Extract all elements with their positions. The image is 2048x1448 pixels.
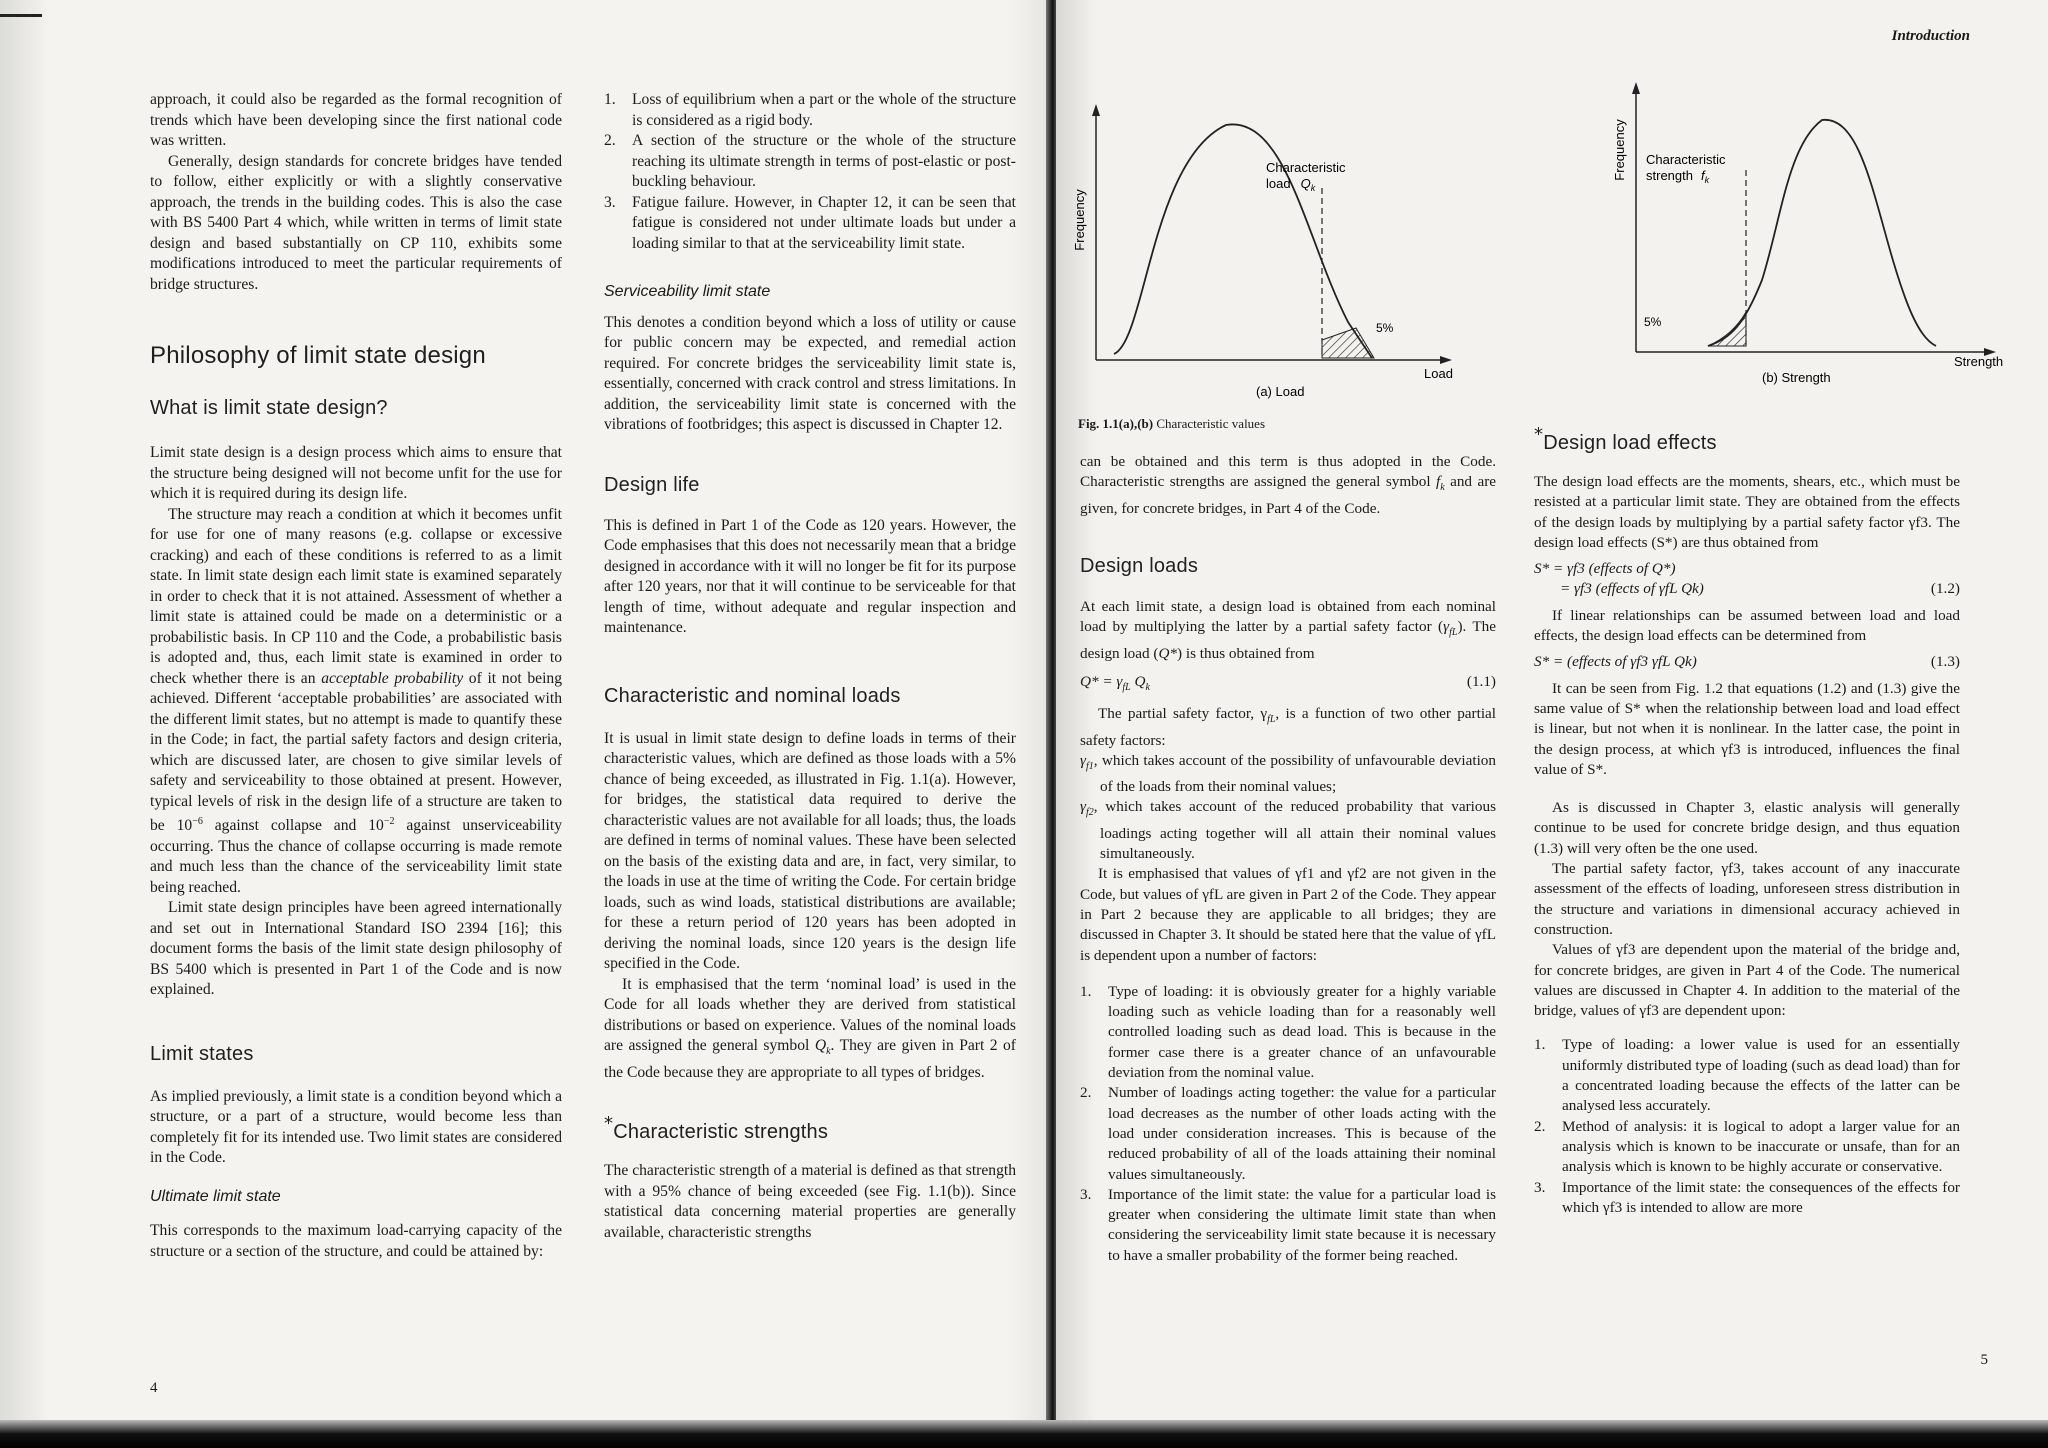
equation-1-2: S* = γf3 (effects of Q*) = γf3 (effects of γfL Qk) (1.2) — [1534, 560, 1960, 598]
x-axis-arrow — [1440, 356, 1452, 364]
page-number: 4 — [150, 1380, 158, 1396]
x-axis-label: Strength — [1954, 354, 2004, 369]
paragraph: can be obtained and this term is thus adopted in the Code. Characteristic strengths are assigned the general symbol $f_k$ and are given, for concrete bridges, in Part 4 of the Code. — [1080, 453, 1496, 517]
section-heading: What is limit state design? — [150, 397, 388, 419]
subsection-heading: Serviceability limit state — [604, 283, 771, 300]
list-item: 2. Method of analysis: it is logical to adopt a larger value for an analysis which is known to be inaccurate or unsafe, than for an analysis which is known to be highly accurate or conservative. — [1534, 1117, 1960, 1176]
paragraph: This denotes a condition beyond which a loss of utility or cause for public concern may be expected, and remedial action required. For concrete bridges the serviceability limit state is, essentially, concerned with crack control and stress limitations. In addition, the serviceability limit state is concerned with the vibrations of footbridges; this aspect is discussed in Chapter 12. — [604, 313, 1016, 433]
percent-label: 5% — [1644, 315, 1662, 329]
tail-hatch — [1708, 312, 1746, 346]
paragraph: It can be seen from Fig. 1.2 that equations (1.2) and (1.3) give the same value of S* when the relationship between load and load effect is linear, but not when it is nonlinear. In the latter case, the point in the design process, at which γf3 is introduced, influences the final value of S*. — [1534, 679, 1960, 778]
y-axis-label: Frequency — [1612, 119, 1627, 181]
asterisk-mark: * — [604, 1113, 614, 1135]
list-item: 3. Fatigue failure. However, in Chapter 12, it can be seen that fatigue is considered not under ultimate loads but under a loading similar to that at the serviceability limit state. — [604, 193, 1016, 252]
list-item: 1. Loss of equilibrium when a part or the whole of the structure is considered as a rigid body. — [604, 91, 1016, 129]
list-item: 2. A section of the structure or the whole of the structure reaching its ultimate strength in terms of post-elastic or post-buckling behaviour. — [604, 132, 1016, 190]
page-number: 5 — [1980, 1352, 1988, 1368]
section-heading: Design loads — [1080, 554, 1199, 577]
paragraph: It is usual in limit state design to define loads in terms of their characteristic values, which are defined as those loads with a 5% chance of being exceeded, as illustrated in Fig. 1.1(a). However, for bridges, the statistical data required to derive the characteristic values are not available for all loads; thus, the loads are defined in terms of nominal values. These have been selected on the basis of the existing data and are, in fact, very similar, to the loads in use at the time of writing the Code. For certain bridge loads, such as wind loads, statistical distributions are available; for these a return period of 120 years has been adopted in deriving the nominal loads, since 120 years is the design life specified in the Code. — [604, 729, 1016, 972]
gamma-f3-factors-list — [1534, 1035, 1960, 1218]
paragraph: As implied previously, a limit state is a condition beyond which a structure, or a part of a structure, would become less than completely fit for its intended use. Two limit states are considered in the Code. — [150, 1087, 562, 1167]
section-heading: *Design load effects — [1534, 424, 1717, 454]
y-axis-arrow — [1092, 104, 1100, 116]
paragraph: The partial safety factor, γf3, takes account of any inaccurate assessment of the effects of loading, unforeseen stress distribution in the structure and variations in dimensional accuracy achieved in construction. — [1534, 860, 1960, 938]
right-page — [1056, 0, 2048, 1420]
paragraph: At each limit state, a design load is obtained from each nominal load by multiplying the latter by a partial safety factor $(\gamma_{fL})$. The design load (Q*) is thus obtained from — [1080, 597, 1496, 662]
list-item: 2. Number of loadings acting together: the value for a particular load decreases as the number of other loads acting with the load under consideration increases. This is because of the reduced probability of all of the loads attaining their nominal values simultaneously. — [1080, 1084, 1496, 1183]
x-axis-label: Load — [1424, 366, 1453, 381]
section-heading: Philosophy of limit state design — [150, 342, 486, 369]
subfigure-label: (b) Strength — [1762, 370, 1831, 385]
annotation: load $Q_k$ — [1266, 176, 1316, 193]
section-heading: *Characteristic strengths — [604, 1113, 829, 1144]
running-head: Introduction — [1891, 28, 1970, 44]
figure-1-1b — [1526, 70, 2026, 390]
left-column-1 — [150, 90, 562, 1262]
paragraph: This is defined in Part 1 of the Code as 120 years. However, the Code emphasises that this does not necessarily mean that a bridge designed in accordance with it will no longer be fit for its purpose after 120 years, nor that it will continue to be serviceable for that length of time, without adequate and regular inspection and maintenance. — [604, 516, 1016, 636]
asterisk-mark: * — [1534, 424, 1544, 445]
equation-1-3: S* = (effects of γf3 γfL Qk) (1.3) — [1534, 653, 1960, 671]
page-bottom-shadow — [0, 1420, 2048, 1448]
paragraph: This corresponds to the maximum load-carrying capacity of the structure or a section of the structure, and could be attained by: — [150, 1222, 562, 1260]
ultimate-conditions-list — [604, 90, 1016, 254]
paragraph: Limit state design is a design process which aims to ensure that the structure being designed will not become unfit for the use for which it is required during its design life. — [150, 444, 562, 502]
list-item: 1. Type of loading: it is obviously greater for a highly variable loading such as vehicle loading than for a reasonably well controlled loading such as dead load. This is because in the former case there is a greater chance of an unfavourable deviation from the nominal value. — [1080, 982, 1496, 1082]
definition-gamma-f1: $\gamma_{f1}$, which takes account of the possibility of unfavourable deviation of the loads from their nominal values; — [1080, 751, 1496, 796]
right-column-1 — [1080, 452, 1496, 1266]
paragraph: approach, it could also be regarded as the formal recognition of trends which have been developing since the first national code was written. — [150, 91, 562, 149]
subsection-heading: Ultimate limit state — [150, 1187, 281, 1205]
definition-gamma-f2: $\gamma_{f2}$, which takes account of the reduced probability that various loadings acting together will all attain their nominal values simultaneously. — [1080, 798, 1496, 863]
strength-distribution-curve — [1708, 120, 1936, 346]
annotation: Characteristic — [1646, 152, 1726, 167]
paragraph: As is discussed in Chapter 3, elastic analysis will generally continue to be used for concrete bridge design, and thus equation (1.3) will very often be the one used. — [1534, 799, 1960, 857]
paragraph: If linear relationships can be assumed between load and load effects, the design load effects can be determined from — [1534, 606, 1960, 645]
left-column-2 — [604, 90, 1016, 1243]
paragraph: The design load effects are the moments, shears, etc., which must be resisted at a particular limit state. They are obtained from the effects of the design loads by multiplying by a partial safety factor γf3. The design load effects (S*) are thus obtained from — [1534, 473, 1960, 551]
paragraph: Limit state design principles have been agreed internationally and set out in International Standard ISO 2394 [16]; this document forms the basis of the limit state design philosophy of BS 5400 which is presented in Part 1 of the Code and is now explained. — [150, 899, 562, 999]
paragraph: It is emphasised that the term ‘nominal load’ is used in the Code for all loads whether they are derived from statistical distributions or based on experience. Values of the nominal loads are assigned the general symbol $Q_k$. They are given in Part 2 of the Code because they are appropriate to all types of bridges. — [604, 975, 1016, 1081]
percent-label: 5% — [1376, 321, 1394, 335]
list-item: 3. Importance of the limit state: the value for a particular load is greater when considering the ultimate limit state than when considering the serviceability limit state because it is necessary to have a smaller probability of the former being reached. — [1080, 1185, 1496, 1264]
section-heading: Design life — [604, 473, 700, 496]
paragraph: Generally, design standards for concrete bridges have tended to follow, either explicitly or with a slightly conservative approach, the trends in the building codes. This is also the case with BS 5400 Part 4 which, while written in terms of limit state design and based substantially on CP 110, exhibits some modifications introduced to meet the particular requirements of bridge structures. — [150, 152, 562, 293]
subfigure-label: (a) Load — [1256, 384, 1305, 399]
paragraph: The structure may reach a condition at which it becomes unfit for use for one of many reasons (e.g. collapse or excessive cracking) and each of these conditions is referred to as a limit state. In limit state design each limit state is examined separately in order to check that it is not attained. Assessment of whether a limit state is attained could be made on a deterministic or a probabilistic basis. In CP 110 and the Code, a probabilistic basis is adopted and, thus, each limit state is examined in order to check whether there is an acceptable probability of it not being achieved. Different ‘acceptable probabilities’ are associated with the different limit states, but no attempt is made to quantify these in the Code; in fact, the partial safety factors and design criteria, which are discussed later, are chosen to give similar levels of safety and serviceability to those obtained at present. However, typical levels of risk in the design life of a structure are taken to be $10^{-6}$ against collapse and $10^{-2}$ against unserviceability occurring. Thus the chance of collapse occurring is made remote and much less than the chance of the serviceability limit state being reached. — [150, 505, 563, 896]
paragraph: The characteristic strength of a material is defined as that strength with a 95% chance of being exceeded (see Fig. 1.1(b)). Since statistical data concerning material properties are generally available, characteristic strengths — [604, 1162, 1016, 1241]
paragraph: It is emphasised that values of γf1 and γf2 are not given in the Code, but values of γfL are given in Part 2 of the Code. They appear in Part 2 because they are applicable to all bridges; they are discussed in Chapter 3. It should be stated here that the value of γfL is dependent upon a number of factors: — [1080, 865, 1496, 964]
tail-hatch — [1322, 328, 1374, 358]
section-heading: Characteristic and nominal loads — [604, 684, 901, 707]
right-column-2 — [1534, 424, 1960, 1218]
list-item: 1. Type of loading: a lower value is used for an essentially uniformly distributed type of loading (such as dead load) than for a concentrated loading because the effects of the latter can be analysed less accurately. — [1534, 1036, 1960, 1115]
section-heading: Limit states — [150, 1042, 254, 1065]
annotation: strength $f_k$ — [1646, 168, 1710, 185]
annotation: Characteristic — [1266, 160, 1346, 175]
y-axis-label: Frequency — [1072, 189, 1087, 251]
paragraph: The partial safety factor, $\gamma_{fL}$, is a function of two other partial safety factors: — [1080, 705, 1496, 749]
gamma-fl-factors-list — [1080, 982, 1496, 1266]
y-axis-arrow — [1632, 82, 1640, 94]
paragraph: Values of γf3 are dependent upon the material of the bridge and, for concrete bridges, are given in Part 4 of the Code. The numerical values are discussed in Chapter 4. In addition to the material of the bridge, values of γf3 are dependent upon: — [1534, 941, 1960, 1020]
page-edge-mark — [0, 14, 42, 17]
figure-caption: Fig. 1.1(a),(b) Characteristic values — [1078, 416, 1266, 431]
figure-1-1a — [1056, 70, 1536, 410]
list-item: 3. Importance of the limit state: the consequences of the effects for which γf3 is intended to allow are more — [1534, 1178, 1960, 1216]
equation-1-1: $Q* = \gamma_{fL}$ $Q_k$ (1.1) — [1080, 672, 1496, 693]
